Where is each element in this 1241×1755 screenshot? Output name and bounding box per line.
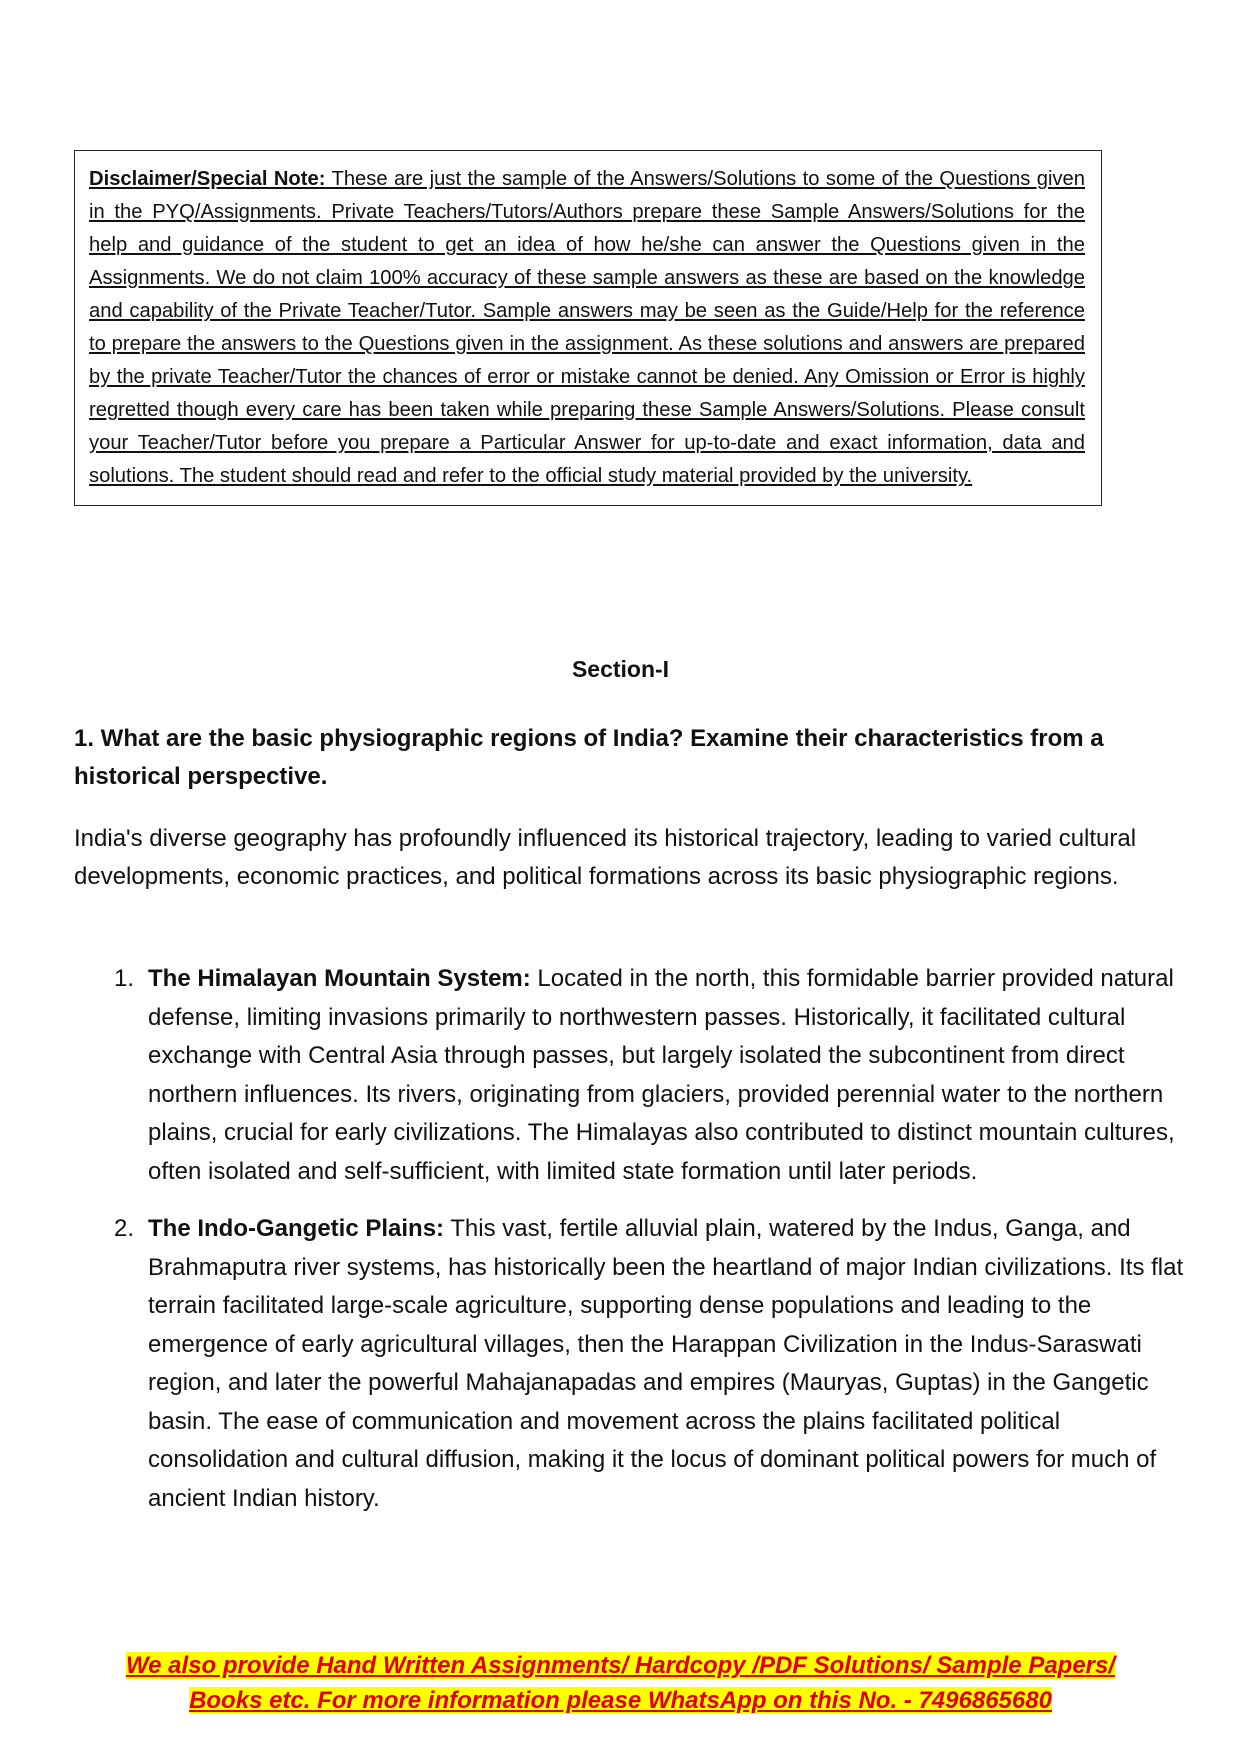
promo-line-2: Books etc. For more information please WhatsApp on this No. - 7496865680 — [189, 1687, 1052, 1714]
disclaimer-box — [74, 150, 1102, 506]
list-item-number: 2. — [113, 1215, 134, 1242]
list-item-term: The Indo-Gangetic Plains: — [148, 1215, 445, 1242]
promo-line-1: We also provide Hand Written Assignments/ Hardcopy /PDF Solutions/ Sample Papers/ — [125, 1652, 1116, 1679]
list-item — [74, 1210, 1184, 1518]
list-item-body: Located in the north, this formidable barrier provided natural defense, limiting invasions primarily to northwestern passes. Historically, it facilitated cultural exchange with Central Asia through passes, but largely isolated the subcontinent from direct northern influences. Its rivers, originating from glaciers, provided perennial water to the northern plains, crucial for early civilizations. The Himalayas also contributed to distinct mountain cultures, often isolated and self-sufficient, with limited state formation until later periods. — [148, 965, 1175, 1185]
numbered-list — [74, 960, 1184, 1537]
list-item-text — [148, 960, 1184, 1191]
list-item-body: This vast, fertile alluvial plain, watered by the Indus, Ganga, and Brahmaputra river systems, has historically been the heartland of major Indian civilizations. Its flat terrain facilitated large-scale agriculture, supporting dense populations and leading to the emergence of early agricultural villages, then the Harappan Civilization in the Indus-Saraswati region, and later the powerful Mahajanapadas and empires (Mauryas, Guptas) in the Gangetic basin. The ease of communication and movement across the plains facilitated political consolidation and cultural diffusion, making it the locus of dominant political powers for much of ancient Indian history. — [148, 1215, 1184, 1512]
list-item — [74, 960, 1184, 1191]
list-item-term: The Himalayan Mountain System: — [148, 965, 531, 992]
disclaimer-lead: Disclaimer/Special Note: — [89, 168, 326, 190]
list-item-text — [148, 1210, 1184, 1518]
section-title: Section-I — [571, 656, 670, 682]
disclaimer-body: These are just the sample of the Answers/Solutions to some of the Questions given in the PYQ/Assignments. Private Teachers/Tutors/Authors prepare these Sample Answers/Solutions for the help and guidance of the student to get an idea of how he/she can answer the Questions given in the Assignments. We do not claim 100% accuracy of these sample answers as these are based on the knowledge and capability of the Private Teacher/Tutor. Sample answers may be seen as the Guide/Help for the reference to prepare the answers to the Questions given in the assignment. As these solutions and answers are prepared by the private Teacher/Tutor the chances of error or mistake cannot be denied. Any Omission or Error is highly regretted though every care has been taken while preparing these Sample Answers/Solutions. Please consult your Teacher/Tutor before you prepare a Particular Answer for up-to-date and exact information, data and solutions. The student should read and refer to the official study material provided by the university. — [89, 168, 1085, 487]
promo-footer — [0, 1648, 1241, 1718]
question-heading: 1. What are the basic physiographic regions of India? Examine their characteristics from a historical perspective. — [74, 725, 1104, 790]
intro-paragraph: India's diverse geography has profoundly influenced its historical trajectory, leading to varied cultural developments, economic practices, and political formations across its basic physiographic regions. — [74, 825, 1137, 890]
list-item-number: 1. — [113, 965, 134, 992]
